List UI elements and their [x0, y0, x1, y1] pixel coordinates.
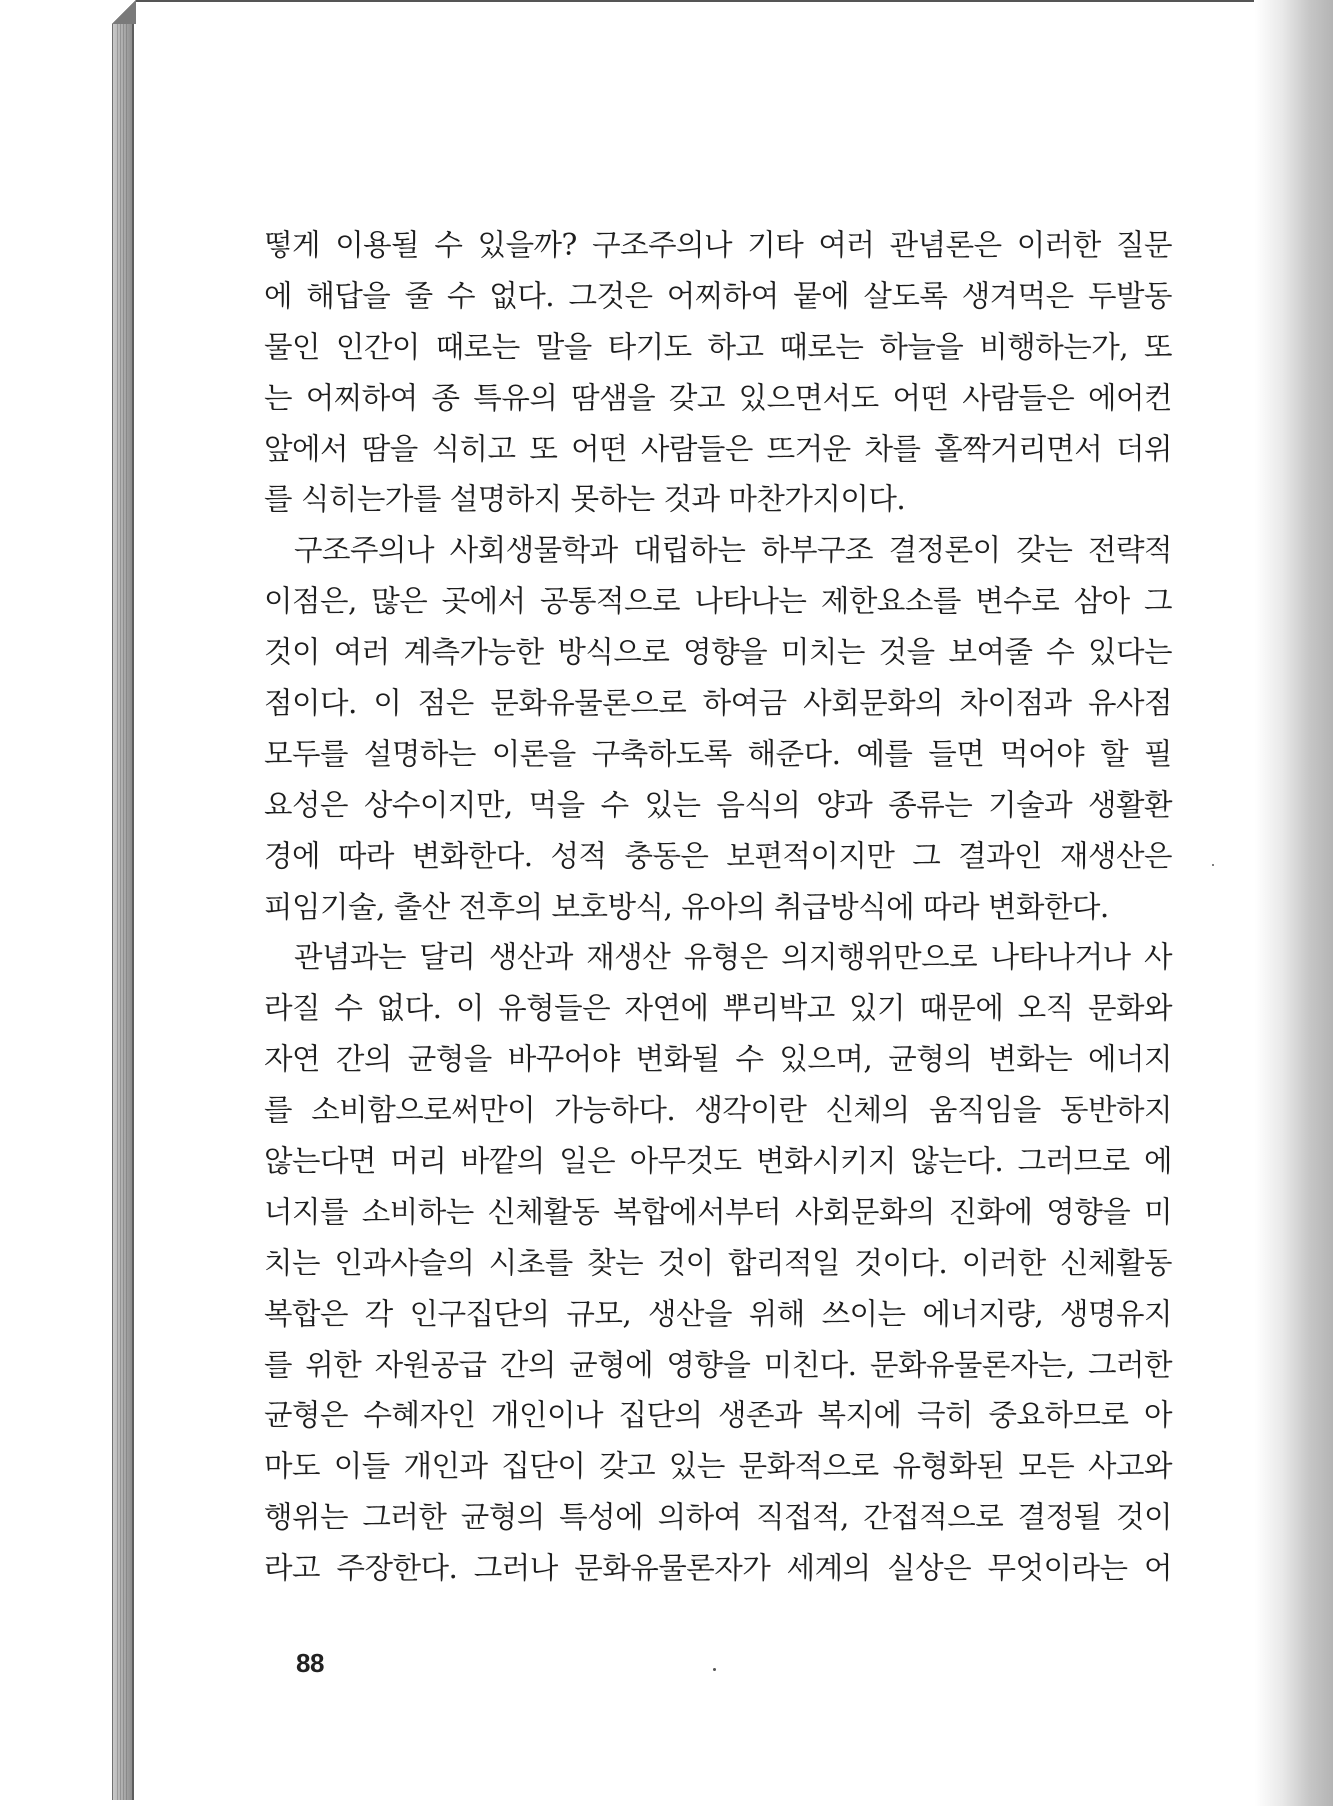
text-line: 를 위한 자원공급 간의 균형에 영향을 미친다. 문화유물론자는, 그러한 [264, 1347, 1172, 1382]
text-line: 피임기술, 출산 전후의 보호방식, 유아의 취급방식에 따라 변화한다. [264, 889, 1109, 924]
text-line: 마도 이들 개인과 집단이 갖고 있는 문화적으로 유형화된 모든 사고와 [264, 1449, 1172, 1484]
text-line: 치는 인과사슬의 시초를 찾는 것이 합리적일 것이다. 이러한 신체활동 [264, 1245, 1172, 1280]
text-line: 는 어찌하여 종 특유의 땀샘을 갖고 있으면서도 어떤 사람들은 에어컨 [264, 380, 1172, 415]
page-corner [112, 0, 136, 24]
text-line: 균형은 수혜자인 개인이나 집단의 생존과 복지에 극히 중요하므로 아 [264, 1398, 1172, 1433]
text-line: 떻게 이용될 수 있을까? 구조주의나 기타 여러 관념론은 이러한 질문 [264, 228, 1172, 262]
text-line: 를 소비함으로써만이 가능하다. 생각이란 신체의 움직임을 동반하지 [264, 1093, 1172, 1128]
text-line: 경에 따라 변화한다. 성적 충동은 보편적이지만 그 결과인 재생산은 [264, 838, 1172, 873]
text-line: 너지를 소비하는 신체활동 복합에서부터 사회문화의 진화에 영향을 미 [264, 1194, 1172, 1229]
page-shadow [1255, 0, 1333, 1806]
text-line: 않는다면 머리 바깥의 일은 아무것도 변화시키지 않는다. 그러므로 에 [264, 1144, 1172, 1179]
text-line: 구조주의나 사회생물학과 대립하는 하부구조 결정론이 갖는 전략적 [294, 533, 1172, 568]
text-line: 를 식히는가를 설명하지 못하는 것과 마찬가지이다. [264, 482, 906, 517]
text-line: 것이 여러 계측가능한 방식으로 영향을 미치는 것을 보여줄 수 있다는 [264, 635, 1172, 670]
text-line: 라질 수 없다. 이 유형들은 자연에 뿌리박고 있기 때문에 오직 문화와 [264, 991, 1172, 1026]
text-line: 복합은 각 인구집단의 규모, 생산을 위해 쓰이는 에너지량, 생명유지 [264, 1296, 1172, 1331]
scan-speck [1212, 864, 1214, 866]
body-text [264, 220, 1172, 1594]
text-line: 관념과는 달리 생산과 재생산 유형은 의지행위만으로 나타나거나 사 [294, 940, 1172, 975]
book-spine [112, 6, 134, 1800]
spine-edge-lines [117, 6, 127, 1800]
text-line: 모두를 설명하는 이론을 구축하도록 해준다. 예를 들면 먹어야 할 필 [264, 736, 1172, 771]
text-line: 앞에서 땀을 식히고 또 어떤 사람들은 뜨거운 차를 홀짝거리면서 더위 [264, 431, 1172, 466]
text-line: 자연 간의 균형을 바꾸어야 변화될 수 있으며, 균형의 변화는 에너지 [264, 1042, 1172, 1077]
text-line: 점이다. 이 점은 문화유물론으로 하여금 사회문화의 차이점과 유사점 [264, 686, 1172, 721]
text-line: 행위는 그러한 균형의 특성에 의하여 직접적, 간접적으로 결정될 것이 [264, 1500, 1172, 1535]
page-number: 88 [296, 1648, 324, 1678]
text-line: 라고 주장한다. 그러나 문화유물론자가 세계의 실상은 무엇이라는 어 [264, 1551, 1172, 1586]
text-line: 이점은, 많은 곳에서 공통적으로 나타나는 제한요소를 변수로 삼아 그 [264, 584, 1172, 619]
text-line: 물인 인간이 때로는 말을 타기도 하고 때로는 하늘을 비행하는가, 또 [264, 329, 1172, 364]
scan-speck [713, 1668, 716, 1671]
text-line: 에 해답을 줄 수 없다. 그것은 어찌하여 뭍에 살도록 생겨먹은 두발동 [264, 278, 1172, 313]
text-line: 요성은 상수이지만, 먹을 수 있는 음식의 양과 종류는 기술과 생활환 [264, 787, 1172, 822]
